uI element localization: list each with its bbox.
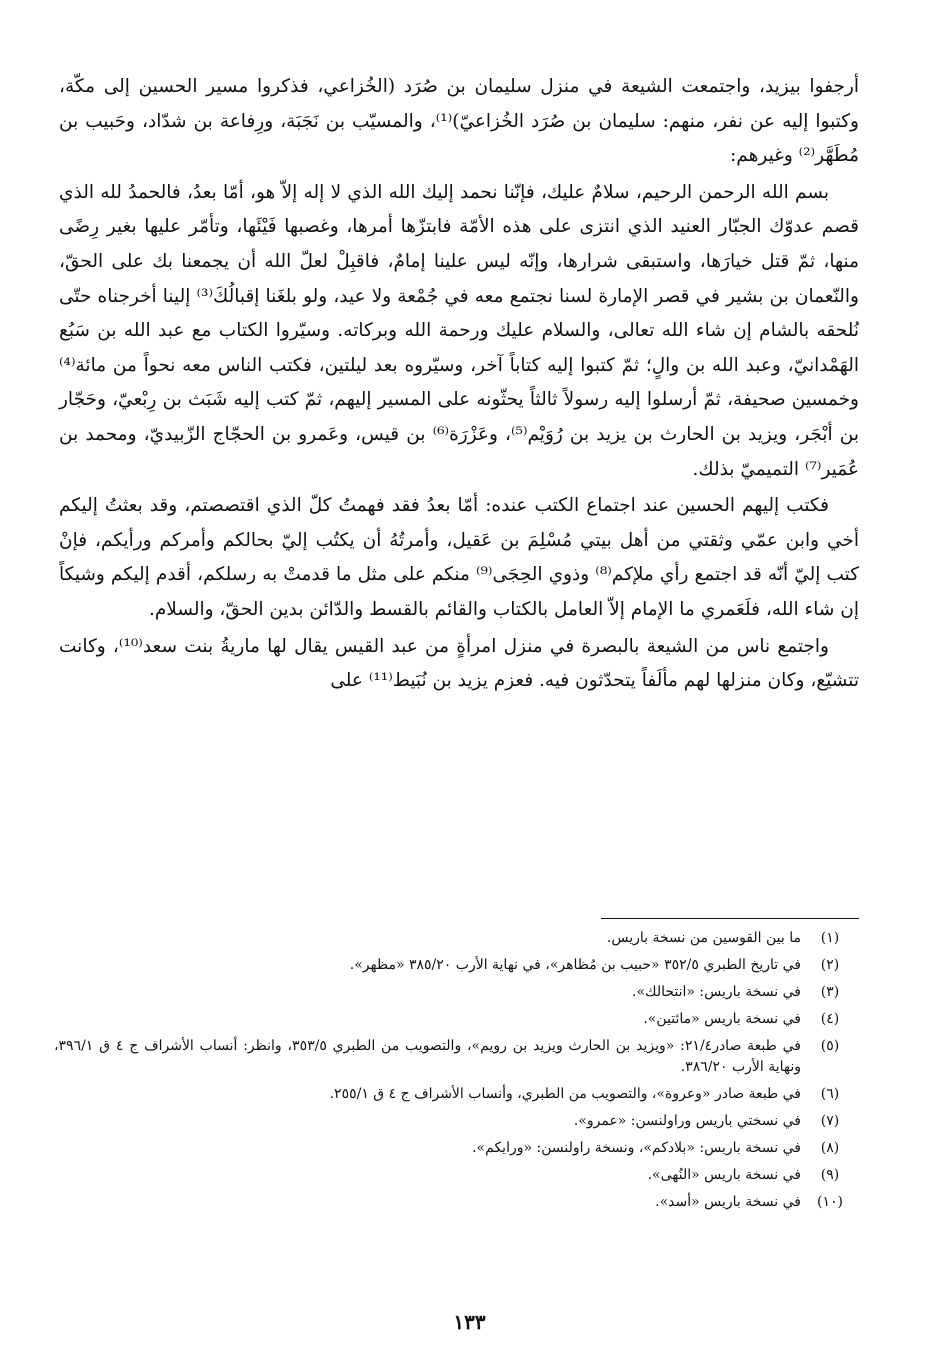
footnote-text: في نسختي باريس وراولنسن: «عمرو».: [573, 1113, 801, 1129]
footnote-text: في نسخة باريس «أسد».: [655, 1194, 801, 1210]
footnote-text: في تاريخ الطبري ٣٥٢/٥ «حبيب بن مُظاهر»، في نهاية الأرب ٣٨٥/٢٠ «مظهر».: [349, 957, 801, 973]
footnote-5: [54, 1036, 859, 1078]
footnote-text: في نسخة باريس «مائتين».: [643, 1011, 801, 1027]
footnote-number: (٨): [820, 1140, 840, 1156]
footnote-number: (٤): [820, 1011, 840, 1027]
footnote-text: في طبعة صادر «وعروة»، والتصويب من الطبري، وأنساب الأشراف ج ٤ ق ٢٥٥/١.: [329, 1086, 801, 1102]
paragraph-2-letter: بسم الله الرحمن الرحيم، سلامٌ عليك، فإنّنا نحمد إليك الله الذي لا إله إلاّ هو، أمّا بعدُ، فالحمدُ لله الذي قصم عدوّك الجبّار العنيد الذي انتزى على هذه الأمّة فابتزّها أمرها، وغصبها فَيْئَها، وتأمّر عليها بغير رِضًى منها، ثمّ قتل خيارَها، واستبقى شرارها، وإنّه ليس علينا إمامٌ، فاقبِلْ لعلّ الله أن يجمعنا بك على الحقّ، والنّعمان بن بشير في قصر الإمارة لسنا نجتمع معه في جُمْعة ولا عيد، ولو بلغَنا إقبالُكَ⁽³⁾ إلينا أخرجناه حتّى نُلحقه بالشام إن شاء الله تعالى، والسلام عليك ورحمة الله وبركاته. وسيّروا الكتاب مع عبد الله بن سَبُع الهَمْدانيّ، وعبد الله بن والٍ؛ ثمّ كتبوا إليه كتاباً آخر، وسيّروه بعد ليلتين، فكتب الناس معه نحواً من مائة⁽⁴⁾ وخمسين صحيفة، ثمّ أرسلوا إليه رسولاً ثالثاً يحثّونه على المسير إليهم، ثمّ كتب إليه شَبَث بن رِبْعيّ، وحَجّار بن أبْجَر، ويزيد بن الحارث بن يزيد بن رُوَيْم⁽⁵⁾، وعَزْرَة⁽⁶⁾ بن قيس، وعَمرو بن الحجّاج الزّبيديّ، ومحمد بن عُمَير⁽⁷⁾ التميميّ بذلك.: [59, 181, 859, 480]
footnote-3: [54, 982, 859, 1003]
footnote-number: (١): [820, 930, 840, 946]
footnote-divider: [601, 918, 859, 919]
footnote-text: في نسخة باريس «النُهى».: [647, 1167, 801, 1183]
footnote-number: (١٠): [817, 1194, 843, 1210]
footnote-6: [54, 1084, 859, 1105]
footnote-text: في نسخة باريس: «انتحالك».: [632, 984, 801, 1000]
footnote-number: (٧): [820, 1113, 840, 1129]
footnote-10: [54, 1192, 859, 1213]
main-text: [59, 70, 859, 699]
footnote-text: في طبعة صادر٢١/٤: «ويزيد بن الحارث ويزيد بن رويم»، والتصويب من الطبري ٣٥٣/٥، وانظر: أنساب الأشراف ج ٤ ق ٣٩٦/١، ونهاية الأرب ٣٨٦/٢٠.: [54, 1038, 801, 1075]
footnote-number: (٦): [820, 1086, 840, 1102]
paragraph-3-reply: فكتب إليهم الحسين عند اجتماع الكتب عنده: أمّا بعدُ فقد فهمتُ كلّ الذي اقتصصتم، وقد بعثتُ إليكم أخي وابن عمّي وثقتي من أهل بيتي مُسْلِمَ بن عَقيل، وأمرتُهُ أن يكتُب إليّ بحالكم وأمركم ورأيكم، فإنْ كتب إليّ أنّه قد اجتمع رأي ملإكم⁽⁸⁾ وذوي الحِجَى⁽⁹⁾ منكم على مثل ما قدمتْ به رسلكم، أقدم إليكم وشيكاً إن شاء الله، فلَعَمري ما الإمام إلاّ العامل بالكتاب والقائم بالقسط والدّائن بدين الحقّ، والسلام.: [59, 495, 859, 620]
footnote-7: [54, 1111, 859, 1132]
footnote-8: [54, 1138, 859, 1159]
paragraph-4: واجتمع ناس من الشيعة بالبصرة في منزل امرأةٍ من عبد القيس يقال لها ماريةُ بنت سعد⁽¹⁰⁾، وكانت تتشيّع، وكان منزلها لهم مألَفاً يتحدّثون فيه. فعزم يزيد بن نُبَيط⁽¹¹⁾ على: [59, 635, 859, 692]
paragraph-1: أرجفوا بيزيد، واجتمعت الشيعة في منزل سليمان بن صُرَد (الخُزاعي، فذكروا مسير الحسين إلى مكّة، وكتبوا إليه عن نفر، منهم: سليمان بن صُرَد الخُزاعيّ)⁽¹⁾، والمسيّب بن نَجَبَة، ورِفاعة بن شدّاد، وحَبيب بن مُطَهَّر⁽²⁾ وغيرهم:: [59, 76, 859, 167]
footnote-number: (٥): [820, 1038, 840, 1054]
footnote-9: [54, 1165, 859, 1186]
footnote-number: (٩): [820, 1167, 840, 1183]
footnote-number: (٢): [820, 957, 840, 973]
footnote-2: [54, 955, 859, 976]
footnote-number: (٣): [820, 984, 840, 1000]
page-number: ١٣٣: [453, 1310, 486, 1334]
footnote-text: في نسخة باريس: «بلادكم»، ونسخة راولنسن: «ورايكم».: [472, 1140, 801, 1156]
footnote-1: [54, 928, 859, 949]
footnote-text: ما بين القوسين من نسخة باريس.: [606, 930, 801, 946]
footnote-4: [54, 1009, 859, 1030]
footnotes: [54, 928, 859, 1219]
